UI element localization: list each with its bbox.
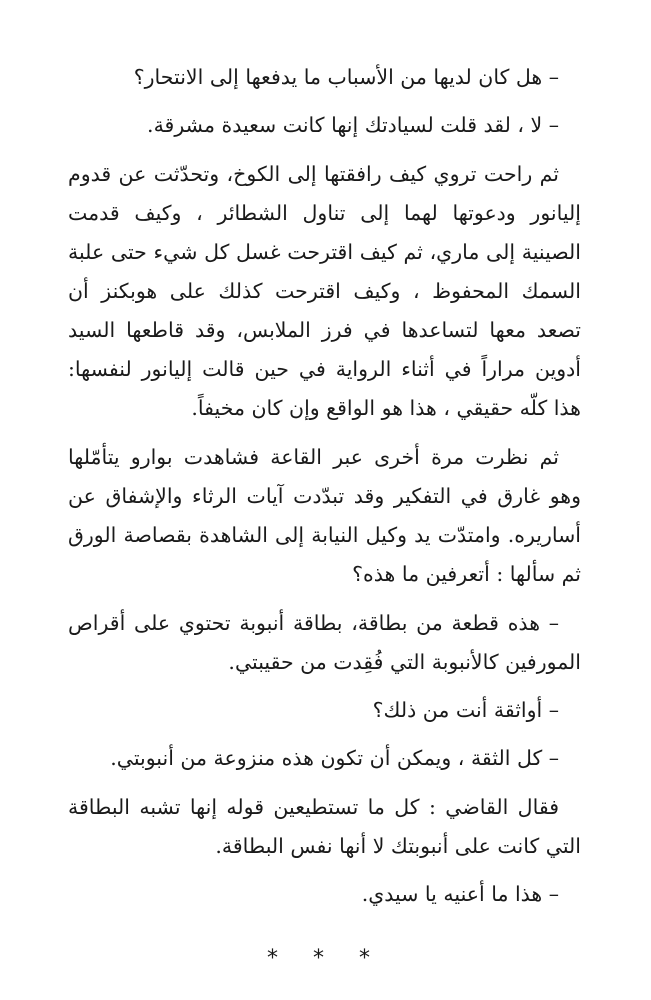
dialogue-line: – كل الثقة ، ويمكن أن تكون هذه منزوعة من أنبوبتي. [110,746,559,770]
book-page [68,58,581,914]
dialogue-line: – لا ، لقد قلت لسيادتك إنها كانت سعيدة مشرقة. [147,113,559,137]
dialogue-line: – هذه قطعة من بطاقة، بطاقة أنبوبة تحتوي على أقراص المورفين كالأنبوبة التي فُقِدت من حقيبتي. [68,611,581,674]
section-divider: * * * [267,946,384,971]
narrative-paragraph: ثم نظرت مرة أخرى عبر القاعة فشاهدت بوارو يتأمّلها وهو غارق في التفكير وقد تبدّدت آيات الرثاء والإشفاق عن أساريره. وامتدّت يد وكيل النيابة إلى الشاهدة بقصاصة الورق ثم سألها : أتعرفين ما هذه؟ [68,445,581,586]
narrative-paragraph: فقال القاضي : كل ما تستطيعين قوله إنها تشبه البطاقة التي كانت على أنبوبتك لا أنها نفس البطاقة. [68,795,581,858]
dialogue-line: – هل كان لديها من الأسباب ما يدفعها إلى الانتحار؟ [133,65,559,89]
dialogue-line: – أواثقة أنت من ذلك؟ [372,698,559,722]
narrative-paragraph: ثم راحت تروي كيف رافقتها إلى الكوخ، وتحدّثت عن قدوم إليانور ودعوتها لهما إلى تناول الشطائر ، وكيف قدمت الصينية إلى ماري، ثم كيف اقترحت غسل كل شيء حتى علبة السمك المحفوظ ، وكيف اقترحت كذلك على هوبكنز أن تصعد معها لتساعدها في فرز الملابس، وقد قاطعها السيد أدوين مراراً في أثناء الرواية في حين قالت إليانور لنفسها: هذا كلّه حقيقي ، هذا هو الواقع وإن كان مخيفاً. [68,162,581,420]
dialogue-line: – هذا ما أعنيه يا سيدي. [361,882,559,906]
